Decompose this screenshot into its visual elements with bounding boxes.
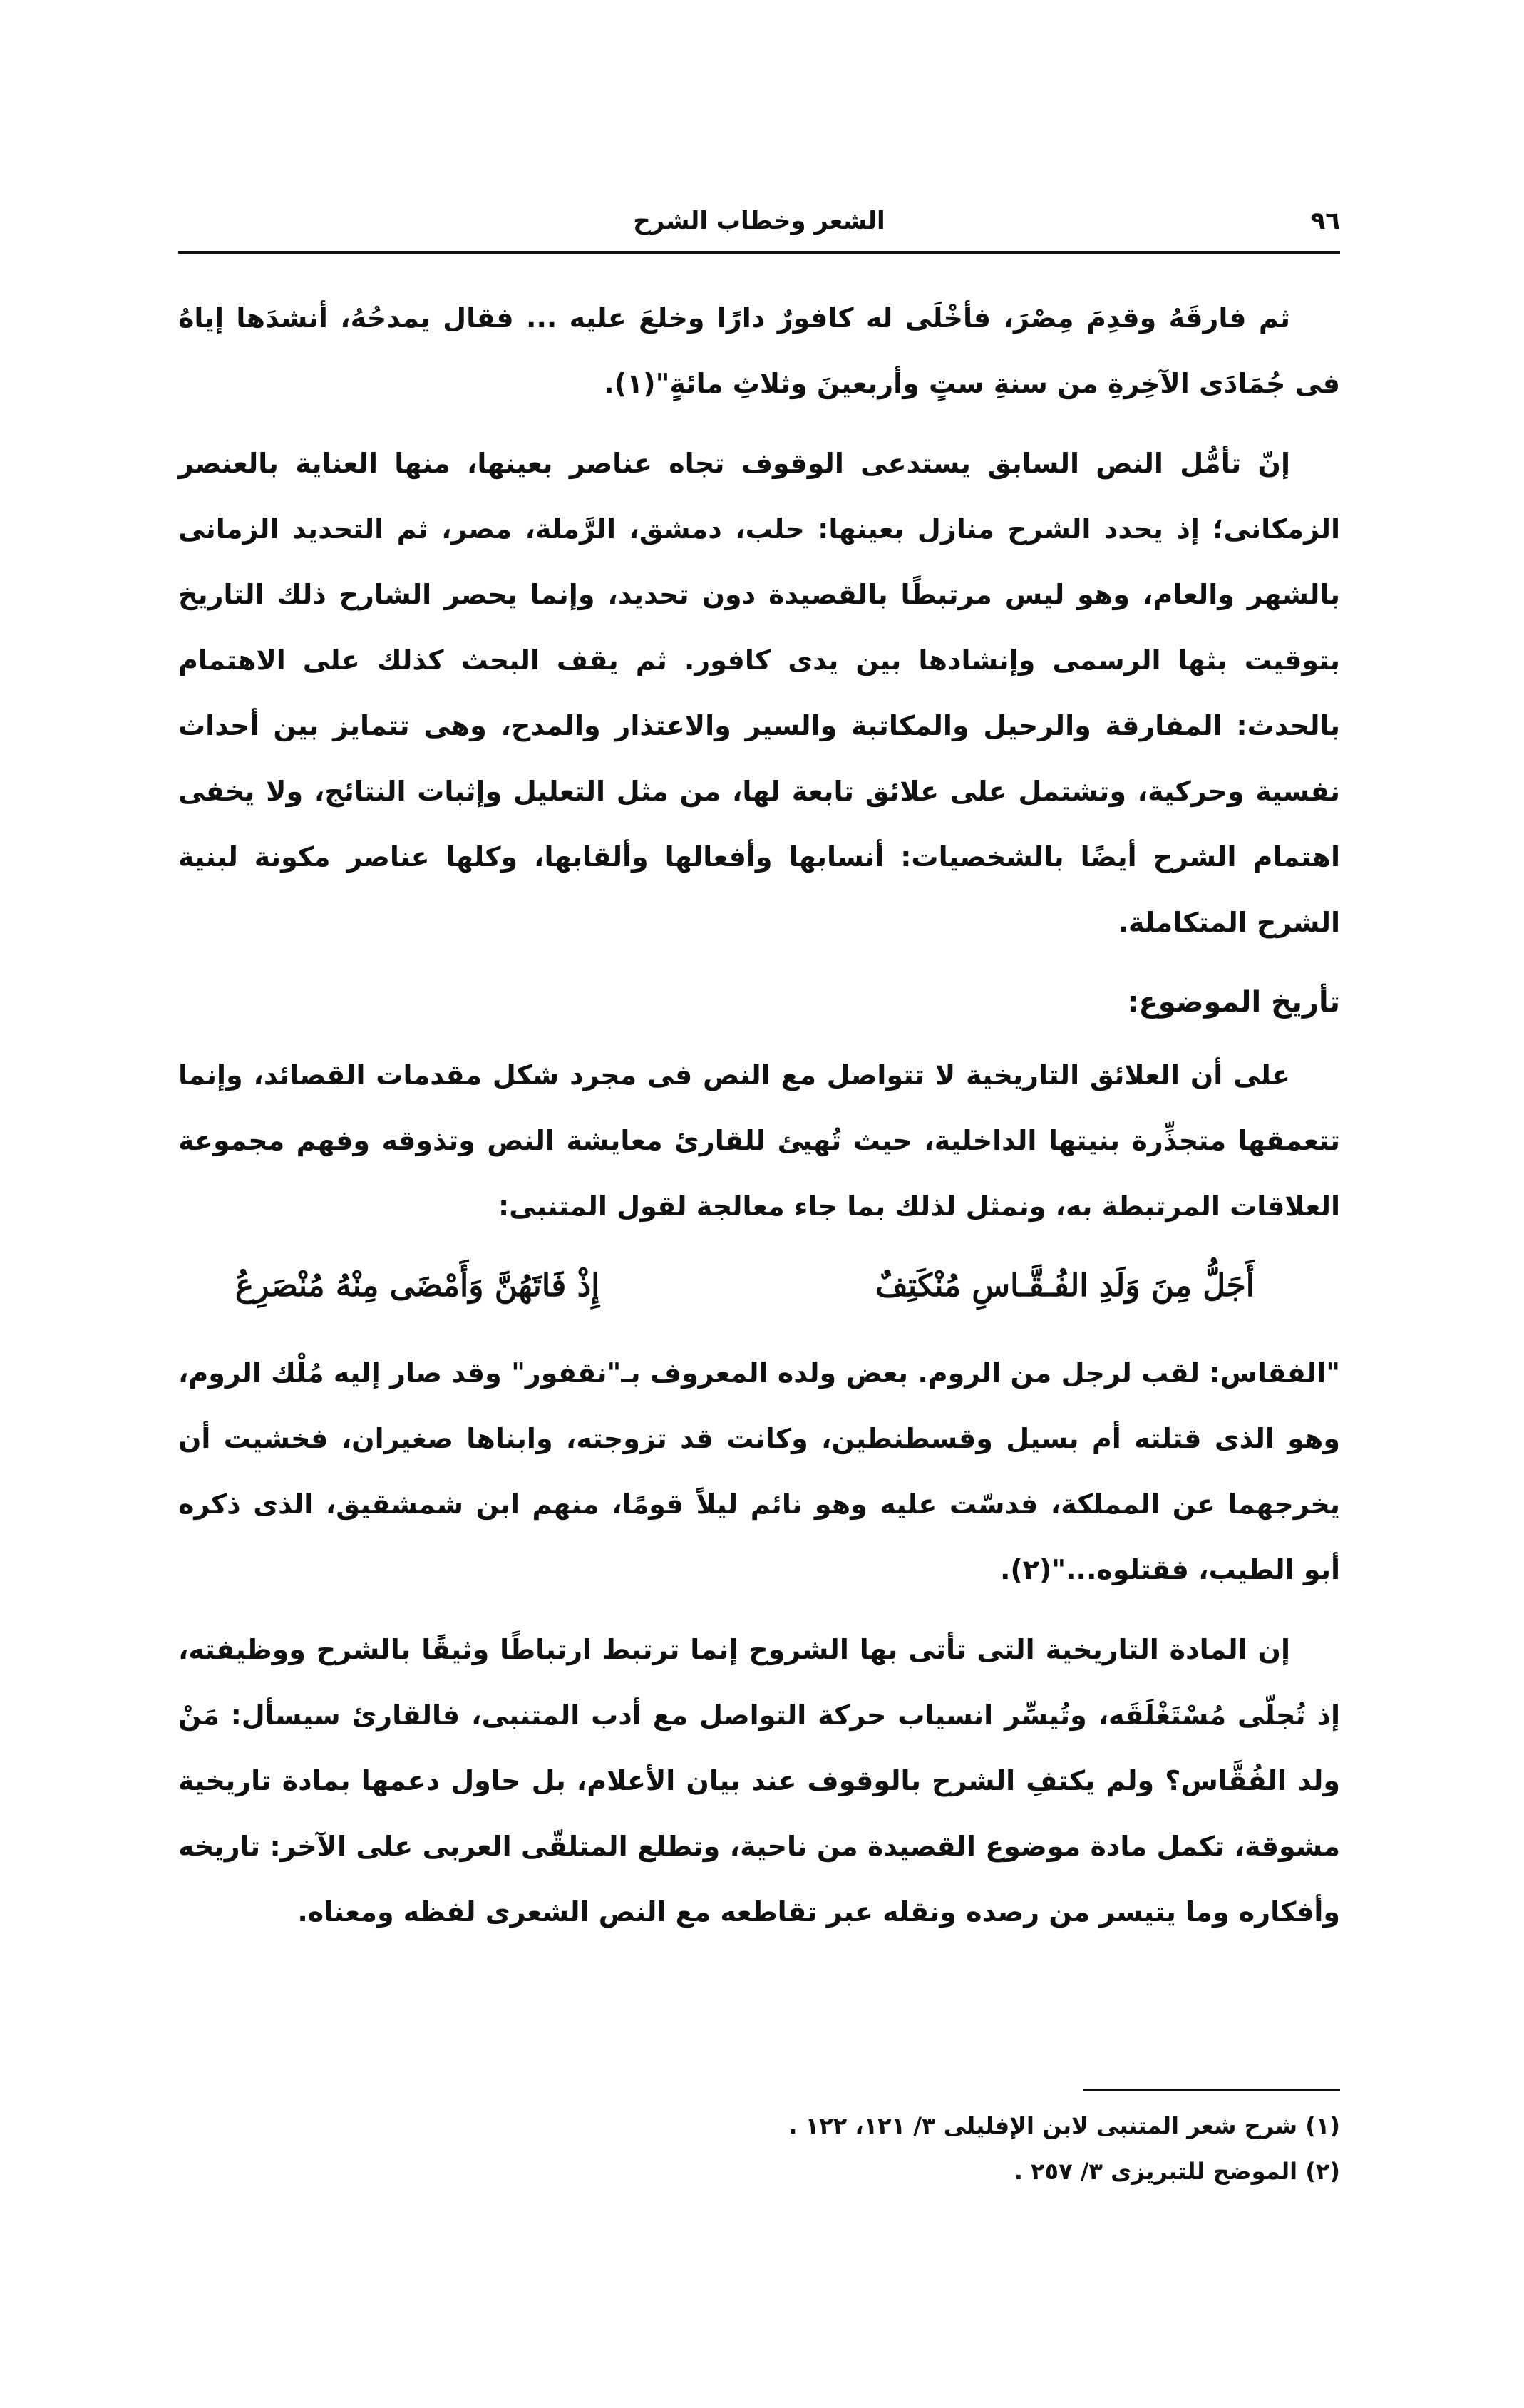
verse-second-hemistich: إِذْ فَاتَهُنَّ وَأَمْضَى مِنْهُ مُنْصَرِعُ [235,1267,600,1304]
footnote-rule [1083,2089,1340,2091]
poem-verse [178,1253,1340,1319]
footnotes [178,2103,1340,2194]
paragraph-historical-relations: على أن العلائق التاريخية لا تتواصل مع النص فى مجرد شكل مقدمات القصائد، وإنما تتعمقها متجذِّرة بنيتها الداخلية، حيث تُهيئ للقارئ معايشة النص وتذوقه وفهم مجموعة العلاقات المرتبطة به، ونمثل لذلك بما جاء معالجة لقول المتنبى: [178,1059,1340,1222]
footnote-2: (٢) الموضح للتبريزى ٣/ ٢٥٧ . [1014,2158,1340,2185]
main-text [178,285,1340,1959]
section-heading: تأريخ الموضوع: [1127,986,1340,1019]
running-title: الشعر وخطاب الشرح [633,207,885,235]
footnote-1: (١) شرح شعر المتنبى لابن الإفليلى ٣/ ١٢١، ١٢٢ . [788,2112,1340,2139]
verse-first-hemistich: أَجَلُّ مِنَ وَلَدِ الفُـقَّـاسِ مُنْكَتِفٌ [875,1267,1255,1304]
header-rule [178,251,1340,254]
paragraph-quote-end: ثم فارقَهُ وقدِمَ مِصْرَ، فأخْلَى له كافورٌ دارًا وخلعَ عليه ... فقال يمدحُهُ، أنشدَها إياهُ فى جُمَادَى الآخِرةِ من سنةِ ستٍ وأربعينَ وثلاثِ مائةٍ"(١). [178,302,1340,399]
paragraph-historical-material: إن المادة التاريخية التى تأتى بها الشروح إنما ترتبط ارتباطًا وثيقًا بالشرح ووظيفته، إذ تُجلّى مُسْتَغْلَقَه، وتُيسِّر انسياب حركة التواصل مع أدب المتنبى، فالقارئ سيسأل: مَنْ ولد الفُقَّاس؟ ولم يكتفِ الشرح بالوقوف عند بيان الأعلام، بل حاول دعمها بمادة تاريخية مشوقة، تكمل مادة موضوع القصيدة من ناحية، وتطلع المتلقّى العربى على الآخر: تاريخه وأفكاره وما يتيسر من رصده ونقله عبر تقاطعه مع النص الشعرى لفظه ومعناه. [178,1634,1340,1928]
paragraph-commentary-quote: "الفقاس: لقب لرجل من الروم. بعض ولده المعروف بـ"نقفور" وقد صار إليه مُلْك الروم، وهو الذى قتلته أم بسيل وقسطنطين، وكانت قد تزوجته، وابناها صغيران، فخشيت أن يخرجهما عن المملكة، فدسّت عليه وهو نائم ليلاً قومًا، منهم ابن شمشقيق، الذى ذكره أبو الطيب، فقتلوه..."(٢). [178,1357,1340,1585]
page-header [178,192,1340,249]
page-number: ٩٦ [1310,207,1340,235]
paragraph-analysis: إنّ تأمُّل النص السابق يستدعى الوقوف تجاه عناصر بعينها، منها العناية بالعنصر الزمكانى؛ إذ يحدد الشرح منازل بعينها: حلب، دمشق، الرَّملة، مصر، ثم التحديد الزمانى بالشهر والعام، وهو ليس مرتبطًا بالقصيدة دون تحديد، وإنما يحصر الشارح ذلك التاريخ بتوقيت بثها الرسمى وإنشادها بين يدى كافور. ثم يقف البحث كذلك على الاهتمام بالحدث: المفارقة والرحيل والمكاتبة والسير والاعتذار والمدح، وهى تتمايز بين أحداث نفسية وحركية، وتشتمل على علائق تابعة لها، من مثل التعليل وإثبات النتائج، ولا يخفى اهتمام الشرح أيضًا بالشخصيات: أنسابها وأفعالها وألقابها، وكلها عناصر مكونة لبنية الشرح المتكاملة. [178,448,1340,938]
